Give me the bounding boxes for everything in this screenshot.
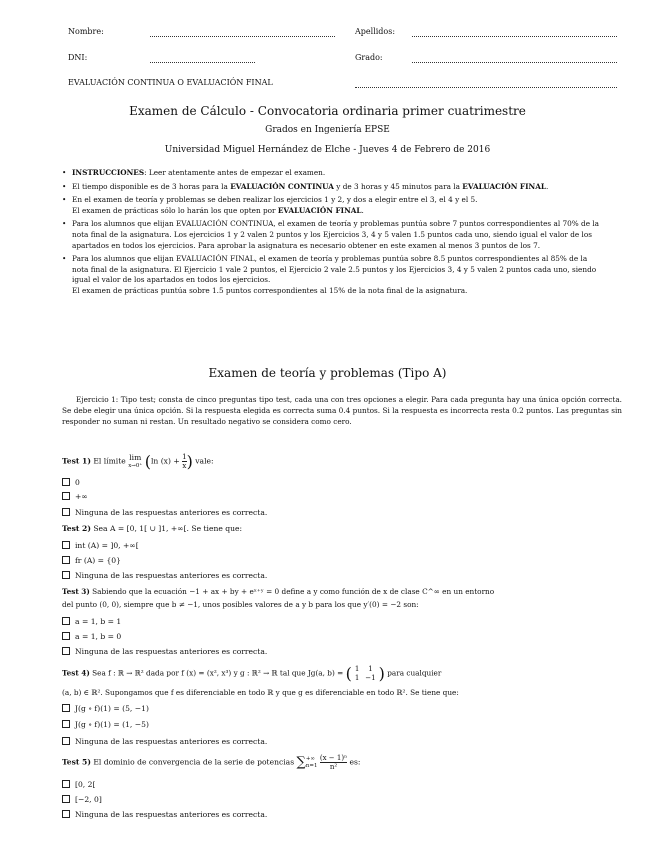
section-title: Examen de teoría y problemas (Tipo A) <box>208 366 447 380</box>
test-3-option-b[interactable]: a = 1, b = 0 <box>62 632 121 641</box>
test-1-option-b[interactable]: +∞ <box>62 492 88 501</box>
instructions-list <box>62 168 602 300</box>
exam-title: Examen de Cálculo - Convocatoria ordinaria primer cuatrimestre <box>129 104 526 118</box>
instruction-item: • Para los alumnos que elijan EVALUACIÓN FINAL, el examen de teoría y problemas puntúa sobre 8.5 puntos correspondientes al 85% de la nota final de la asignatura. El Ejercicio 1 vale 2 puntos, el Ejercicio 2 vale 2.5 puntos y los Ejercicios 3, 4 y 5 valen 2 puntos cada uno, siendo igual el valor de los apartados en todos los ejercicios. El examen de prácticas puntúa sobre 1.5 puntos correspondientes al 15% de la nota final de la asignatura. <box>62 254 602 296</box>
nombre-field[interactable] <box>150 36 335 37</box>
university-line: Universidad Miguel Hernández de Elche - Jueves 4 de Febrero de 2016 <box>164 145 491 155</box>
test-2-option-c[interactable]: Ninguna de las respuestas anteriores es correcta. <box>62 571 267 580</box>
test-1-option-c[interactable]: Ninguna de las respuestas anteriores es correcta. <box>62 508 267 517</box>
instruction-item: • INSTRUCCIONES: Leer atentamente antes de empezar el examen. <box>62 168 602 179</box>
test-5-option-a[interactable]: [0, 2[ <box>62 780 95 789</box>
exercise-1-text: Ejercicio 1: Tipo test; consta de cinco preguntas tipo test, cada una con tres opciones a elegir. Para cada pregunta hay una única opción correcta. Se debe elegir una única opción. Si la respuesta elegida es correcta suma 0.4 puntos. Si la respuesta es incorrecta resta 0.2 puntos. Las preguntas sin responder no suman ni restan. Un resultado negativo se considera como cero. <box>62 395 622 426</box>
checkbox[interactable] <box>62 780 70 788</box>
test-4-question-line2: (a, b) ∈ ℝ². Supongamos que f es diferenciable en todo ℝ y que g es diferenciable en todo ℝ². Se tiene que: <box>62 688 459 697</box>
checkbox[interactable] <box>62 556 70 564</box>
checkbox[interactable] <box>62 508 70 516</box>
checkbox[interactable] <box>62 720 70 728</box>
evaluacion-label: EVALUACIÓN CONTINUA O EVALUACIÓN FINAL <box>68 78 273 87</box>
instruction-item: • El tiempo disponible es de 3 horas para la EVALUACIÓN CONTINUA y de 3 horas y 45 minutos para la EVALUACIÓN FINAL. <box>62 182 602 193</box>
checkbox[interactable] <box>62 704 70 712</box>
test-4-question: Test 4) Sea f : ℝ → ℝ² dada por f (x) = (x², x³) y g : ℝ² → ℝ tal que Jg(a, b) = ( 1 1 1 −1 ) para cualquier <box>62 664 442 683</box>
instruction-item: • Para los alumnos que elijan EVALUACIÓN CONTINUA, el examen de teoría y problemas puntúa sobre 7 puntos correspondientes al 70% de la nota final de la asignatura. Los ejercicios 1 y 2 valen 2 puntos y los Ejercicios 3, 4 y 5 valen 1.5 puntos cada uno, siendo igual el valor de los apartados en todos los ejercicios. Para aprobar la asignatura es necesario obtener en este examen al menos 3 puntos de los 7. <box>62 219 602 251</box>
grado-label: Grado: <box>355 53 383 62</box>
test-3-question-line2: del punto (0, 0), siempre que b ≠ −1, unos posibles valores de a y b para los que y′(0) = −2 son: <box>62 600 419 609</box>
checkbox[interactable] <box>62 617 70 625</box>
test-3-option-c[interactable]: Ninguna de las respuestas anteriores es correcta. <box>62 647 267 656</box>
dni-field[interactable] <box>150 62 255 63</box>
test-5-question: Test 5) El dominio de convergencia de la serie de potencias ∑ +∞ n=1 $\frac{\text{(x − 1)ⁿ}}{\text{n²}}$ es: <box>62 754 361 771</box>
test-2-option-b[interactable]: fr (A) = {0} <box>62 556 121 565</box>
checkbox[interactable] <box>62 810 70 818</box>
test-2-option-a[interactable]: int (A) = ]0, +∞[ <box>62 541 139 550</box>
checkbox[interactable] <box>62 541 70 549</box>
test-3-question: Test 3) Sabiendo que la ecuación −1 + ax + by + eˣ⁺ʸ = 0 define a y como función de x de clase C^∞ en un entorno <box>62 587 495 596</box>
nombre-label: Nombre: <box>68 27 104 36</box>
jacobian-matrix: ( 1 1 1 −1 ) <box>345 664 385 683</box>
instruction-item: • En el examen de teoría y problemas se deben realizar los ejercicios 1 y 2, y dos a elegir entre el 3, el 4 y el 5. El examen de prácticas sólo lo harán los que opten por EVALUACIÓN FINAL. <box>62 195 602 216</box>
checkbox[interactable] <box>62 571 70 579</box>
checkbox[interactable] <box>62 478 70 486</box>
test-5-option-b[interactable]: [−2, 0] <box>62 795 102 804</box>
checkbox[interactable] <box>62 632 70 640</box>
test-3-option-a[interactable]: a = 1, b = 1 <box>62 617 121 626</box>
grado-field[interactable] <box>412 62 617 63</box>
exam-subtitle: Grados en Ingeniería EPSE <box>265 125 390 135</box>
dni-label: DNI: <box>68 53 88 62</box>
test-1-question: Test 1) El límite lim x→0⁺ (ln (x) + $\frac{1}{x}$ ) vale: <box>62 452 214 471</box>
test-4-option-b[interactable]: J(g ∘ f)(1) = (1, −5) <box>62 720 149 729</box>
test-4-option-a[interactable]: J(g ∘ f)(1) = (5, −1) <box>62 704 149 713</box>
test-2-question: Test 2) Sea A = [0, 1[ ∪ ]1, +∞[. Se tiene que: <box>62 524 243 533</box>
test-4-option-c[interactable]: Ninguna de las respuestas anteriores es correcta. <box>62 737 267 746</box>
checkbox[interactable] <box>62 737 70 745</box>
checkbox[interactable] <box>62 492 70 500</box>
checkbox[interactable] <box>62 795 70 803</box>
evaluacion-field[interactable] <box>355 87 617 88</box>
test-1-option-a[interactable]: 0 <box>62 478 80 487</box>
apellidos-label: Apellidos: <box>355 27 396 36</box>
checkbox[interactable] <box>62 647 70 655</box>
test-5-option-c[interactable]: Ninguna de las respuestas anteriores es correcta. <box>62 810 267 819</box>
apellidos-field[interactable] <box>412 36 617 37</box>
